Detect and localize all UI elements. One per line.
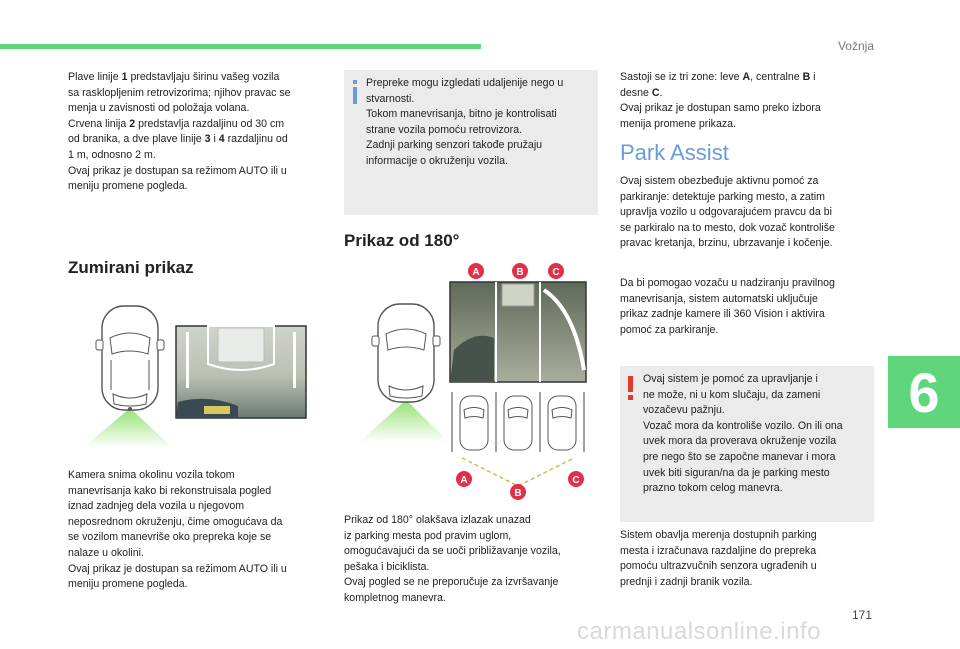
bold-ref: 2	[129, 117, 136, 130]
warning-box	[620, 366, 874, 522]
text-line: Vozač mora da kontroliše vozilo. On ili ona	[643, 419, 843, 432]
text-line: Ovaj sistem obezbeđuje aktivnu pomoć za	[620, 175, 819, 187]
text-line	[68, 117, 328, 133]
view-180-heading: Prikaz od 180°	[344, 231, 460, 250]
text-segment: predstavlja razdaljinu od 30 cm	[135, 117, 285, 130]
bold-ref: 1	[121, 71, 128, 83]
text-line: prazno tokom celog manevra.	[643, 482, 783, 495]
text-line: strane vozila pomoću retrovizora.	[366, 123, 523, 136]
view-angle-lines	[462, 458, 574, 486]
intro-paragraph	[68, 70, 328, 195]
text-segment: sa rasklopljenim retrovizorima; njihov pravac se	[68, 86, 291, 99]
text-segment: Ovaj prikaz je dostupan samo preko izbora	[620, 102, 821, 115]
zoom-heading: Zumirani prikaz	[68, 258, 194, 277]
text-line: vozačevu pažnju.	[643, 404, 725, 417]
view-180-illustration	[344, 260, 598, 508]
text-line: pre nego što se započne manevar i mora	[643, 450, 836, 463]
text-line: ne može, ni u kom slučaju, da zameni	[643, 388, 821, 401]
text-line: kompletnog manevra.	[344, 591, 446, 604]
camera-field-of-view	[83, 408, 173, 448]
text-line: omogućavajući da se uoči približavanje vozila,	[344, 545, 561, 558]
text-line: parkiranje: detektuje parking mesto, a zatim	[620, 190, 825, 203]
text-line: se vozilom manevriše oko prepreka koje se	[68, 531, 272, 544]
text-line: Kamera snima okolinu vozila tokom	[68, 469, 235, 481]
text-segment: Plave linije	[68, 71, 122, 83]
text-line	[620, 86, 880, 102]
text-line: Da bi pomogao vozaču u nadziranju pravilnog	[620, 277, 835, 289]
text-line	[68, 164, 328, 180]
text-line: Prikaz od 180° olakšava izlazak unazad	[344, 514, 531, 526]
info-box	[344, 70, 598, 215]
text-segment: meniju promene pogleda.	[68, 180, 188, 193]
camera-field-of-view	[359, 400, 449, 442]
view-180-description	[344, 513, 598, 607]
zoom-camera-image	[176, 326, 306, 418]
text-line: Ovaj prikaz je dostupan sa režimom AUTO ili u	[68, 562, 287, 575]
park-assist-heading: Park Assist	[620, 140, 729, 165]
text-line	[620, 117, 880, 133]
text-line: Ovaj sistem je pomoć za upravljanje i	[643, 373, 818, 385]
chapter-tab: 6	[888, 356, 960, 428]
bold-ref: B	[802, 71, 811, 83]
zone-label-text: A	[460, 475, 468, 486]
text-line: pešaka i biciklista.	[344, 560, 430, 573]
warning-box-text	[643, 372, 873, 497]
text-line: informacije o okruženju vozila.	[366, 154, 508, 167]
text-segment: i	[210, 133, 219, 146]
text-line: Ovaj pogled se ne preporučuje za izvršavanje	[344, 576, 559, 589]
text-line: iz parking mesta pod pravim uglom,	[344, 529, 512, 542]
text-line: pomoću ultrazvučnih senzora ugrađenih u	[620, 560, 817, 573]
text-segment: Ovaj prikaz je dostupan sa režimom AUTO ili u	[68, 164, 287, 177]
text-segment: desne	[620, 86, 652, 99]
text-line	[620, 70, 880, 86]
warning-icon	[628, 376, 633, 400]
zone-label-text: C	[552, 267, 560, 278]
park-assist-paragraph-1	[620, 174, 880, 252]
text-line: uvek mora da proverava okruženje vozila	[643, 435, 837, 448]
text-line	[620, 101, 880, 117]
info-icon	[353, 80, 357, 104]
park-assist-paragraph-2	[620, 276, 880, 338]
text-line: pomoć za parkiranje.	[620, 323, 719, 336]
top-accent-bar	[0, 44, 481, 49]
text-segment: od branika, a dve plave linije	[68, 133, 205, 146]
text-line: manevrisanja, sistem automatski uključuje	[620, 292, 818, 305]
text-line: prikaz zadnje kamere ili 360 Vision i aktivira	[620, 308, 825, 321]
watermark: carmanualsonline.info	[577, 618, 821, 645]
zoom-description	[68, 468, 328, 593]
section-title: Vožnja	[837, 39, 874, 53]
text-line	[68, 179, 328, 195]
text-line: Sistem obavlja merenja dostupnih parking	[620, 529, 817, 541]
text-line: Tokom manevrisanja, bitno je kontrolisati	[366, 108, 557, 121]
text-line: manevrisanja kako bi rekonstruisala pogled	[68, 484, 272, 497]
parked-cars	[452, 392, 584, 452]
text-line: meniju promene pogleda.	[68, 578, 188, 591]
info-box-text	[366, 76, 596, 170]
text-line	[68, 70, 328, 86]
text-line: pravac kretanja, brzinu, ubrzavanje i kočenje.	[620, 237, 833, 250]
zoom-view-illustration	[68, 298, 316, 458]
text-segment: menja u zavisnosti od položaja volana.	[68, 102, 250, 115]
text-segment: Crvena linija	[68, 117, 130, 130]
zone-label-text: C	[572, 475, 580, 486]
car-top-view	[96, 306, 164, 411]
text-line: Zadnji parking senzori takođe pružaju	[366, 139, 543, 152]
text-segment: menija promene prikaza.	[620, 117, 736, 130]
text-segment: i	[810, 71, 816, 83]
zones-paragraph	[620, 70, 880, 132]
text-line	[68, 86, 328, 102]
text-line: neposrednom okruženju, čime omogućava da	[68, 515, 283, 528]
bold-ref: A	[742, 71, 751, 83]
zone-label-text: A	[472, 267, 480, 278]
text-line: stvarnosti.	[366, 92, 415, 105]
text-line: nalaze u okolini.	[68, 546, 144, 559]
text-line: prednji i zadnji branik vozila.	[620, 575, 753, 588]
text-line: uvek biti siguran/na da je parking mesto	[643, 466, 830, 479]
text-line: Prepreke mogu izgledati udaljenije nego u	[366, 77, 564, 89]
text-segment: Sastoji se iz tri zone: leve	[620, 71, 743, 83]
text-segment: , centralne	[750, 71, 803, 83]
bold-ref: 4	[218, 133, 225, 146]
text-line	[68, 132, 328, 148]
text-segment: razdaljinu od	[224, 133, 288, 146]
car-top-view	[372, 304, 440, 402]
bold-ref: C	[651, 86, 660, 99]
zone-label-text: B	[514, 488, 522, 499]
text-line: mesta i izračunava razdaljine do prepreka	[620, 544, 817, 557]
text-line: se parkiralo na to mesto, dok vozač kontroliše	[620, 221, 835, 234]
panoramic-camera-image	[450, 282, 586, 382]
zone-label-text: B	[516, 267, 524, 278]
text-line	[68, 148, 328, 164]
text-line	[68, 101, 328, 117]
text-segment: predstavljaju širinu vašeg vozila	[127, 71, 280, 83]
bold-ref: 3	[204, 133, 211, 146]
park-assist-paragraph-3	[620, 528, 880, 590]
text-segment: 1 m, odnosno 2 m.	[68, 148, 156, 161]
text-line: upravlja vozilo u odgovarajućem pravcu da bi	[620, 206, 832, 219]
page-number: 171	[851, 608, 872, 622]
text-line: iznad zadnjeg dela vozila u njegovom	[68, 500, 245, 513]
text-segment: .	[659, 86, 663, 99]
